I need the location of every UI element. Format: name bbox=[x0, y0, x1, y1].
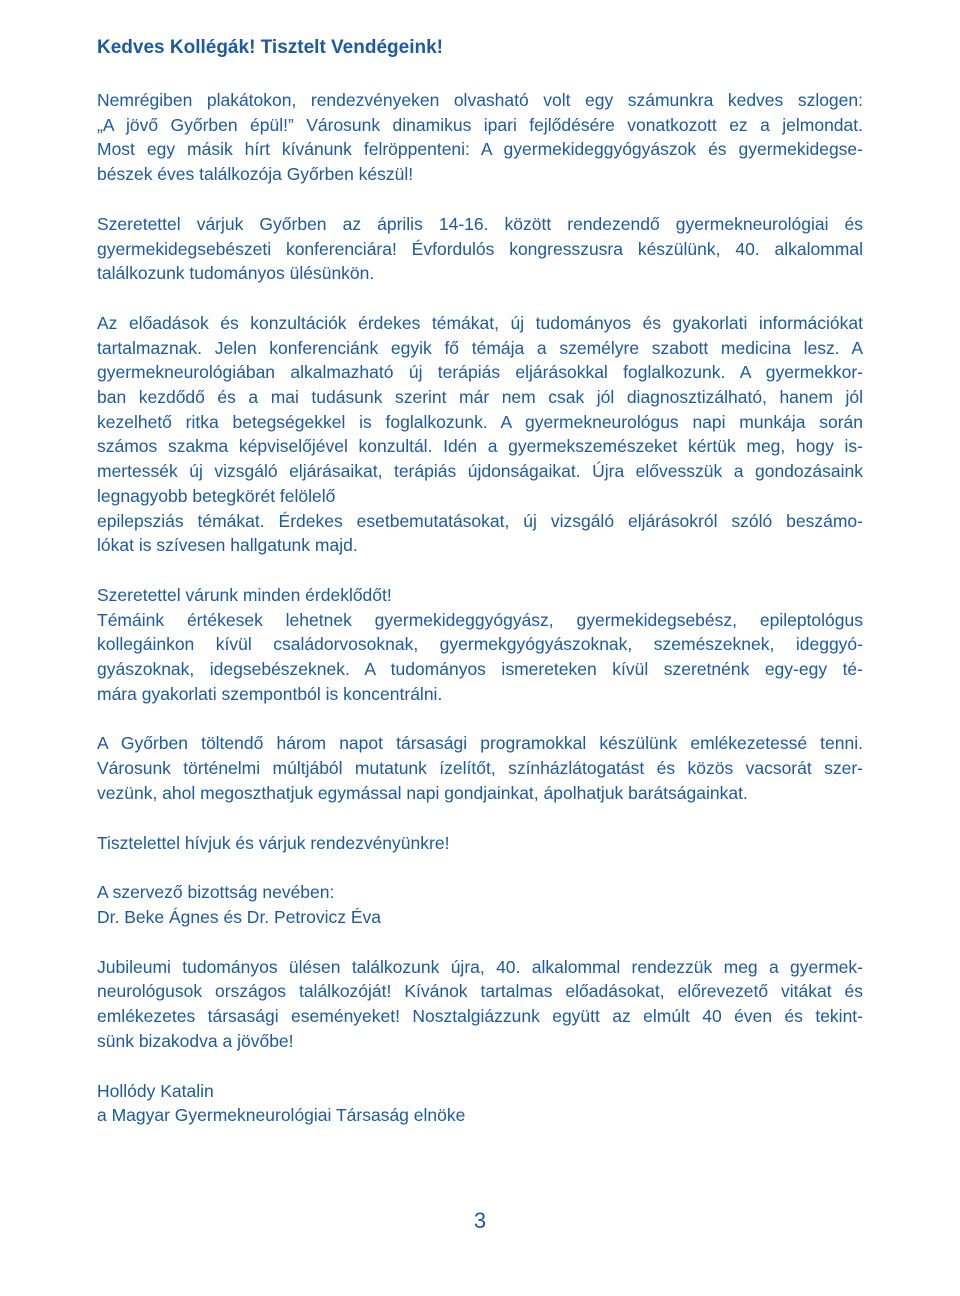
text-line: gyermekidegsebészeti konferenciára! Évfordulós kongresszusra készülünk, 40. alkalommal bbox=[97, 238, 863, 259]
text-line: mára gyakorlati szempontból is koncentrálni. bbox=[97, 683, 443, 704]
letter-body bbox=[97, 88, 863, 1128]
text-line: epilepsziás témákat. Érdekes esetbemutatásokat, új vizsgáló eljárásokról szóló beszámo- bbox=[97, 510, 863, 531]
text-line: emlékezetes társasági eseményeket! Nosztalgiázzunk együtt az elmúlt 40 éven és tekint- bbox=[97, 1006, 863, 1027]
paragraph bbox=[97, 311, 863, 558]
text-line: legnagyobb betegkörét felölelő bbox=[97, 485, 336, 506]
text-line: bészek éves találkozója Győrben készül! bbox=[97, 164, 414, 185]
paragraph bbox=[97, 731, 863, 805]
text-line: találkozunk tudományos ülésünkön. bbox=[97, 263, 375, 284]
text-line: kezelhető ritka betegségekkel is foglalkozunk. A gyermekneurológus napi munkája során bbox=[97, 411, 863, 432]
text-line: Most egy másik hírt kívánunk felröppenteni: A gyermekideggyógyászok és gyermekidegse- bbox=[97, 139, 863, 160]
paragraph bbox=[97, 955, 863, 1054]
paragraph bbox=[97, 831, 863, 856]
text-line: Dr. Beke Ágnes és Dr. Petrovicz Éva bbox=[97, 906, 382, 927]
text-line: számos szakma képviselőjével konzultál. Idén a gyermekszemészeket kértük meg, hogy is- bbox=[97, 436, 863, 457]
text-line: A Győrben töltendő három napot társasági programokkal készülünk emlékezetessé tenni. bbox=[97, 733, 863, 754]
text-line: a Magyar Gyermekneurológiai Társaság elnöke bbox=[97, 1105, 466, 1126]
paragraph bbox=[97, 88, 863, 187]
text-line: tartalmaznak. Jelen konferenciánk egyik fő témája a személyre szabott medicina lesz. A bbox=[97, 337, 863, 358]
text-line: ban kezdődő és a mai tudásunk szerint már nem csak jól diagnosztizálható, hanem jól bbox=[97, 387, 863, 408]
text-line: sünk bizakodva a jövőbe! bbox=[97, 1030, 294, 1051]
text-line: Témáink értékesek lehetnek gyermekideggyógyász, gyermekidegsebész, epileptológus bbox=[97, 609, 863, 630]
text-line: A szervező bizottság nevében: bbox=[97, 882, 335, 903]
text-line: kollegáinkon kívül családorvosoknak, gyermekgyógyászoknak, szemészeknek, ideggyó- bbox=[97, 634, 863, 655]
text-line: gyermekneurológiában alkalmazható új terápiás eljárásokkal foglalkozunk. A gyermekkor- bbox=[97, 362, 863, 383]
page-number: 3 bbox=[473, 1208, 487, 1233]
text-line: Szeretettel várunk minden érdeklődőt! bbox=[97, 584, 392, 605]
text-line: Szeretettel várjuk Győrben az április 14-16. között rendezendő gyermekneurológiai és bbox=[97, 213, 863, 234]
paragraph bbox=[97, 212, 863, 286]
text-line: Nemrégiben plakátokon, rendezvényeken olvasható volt egy számunkra kedves szlogen: bbox=[97, 90, 863, 110]
letter-page bbox=[97, 36, 863, 1153]
text-line: Városunk történelmi múltjából mutatunk ízelítőt, színházlátogatást és közös vacsorát szer- bbox=[97, 758, 863, 779]
text-line: vezünk, ahol megoszthatjuk egymással napi gondjainkat, ápolhatjuk barátságainkat. bbox=[97, 782, 748, 803]
text-line: gyászoknak, idegsebészeknek. A tudományos ismereteken kívül szeretnénk egy-egy té- bbox=[97, 659, 863, 680]
paragraph bbox=[97, 880, 863, 929]
text-line: lókat is szívesen hallgatunk majd. bbox=[97, 535, 358, 556]
text-line: neurológusok országos találkozóját! Kívánok tartalmas előadásokat, előrevezető vitákat és bbox=[97, 981, 863, 1002]
text-line: Az előadások és konzultációk érdekes témákat, új tudományos és gyakorlati információkat bbox=[97, 312, 863, 333]
text-line: Jubileumi tudományos ülésen találkozunk újra, 40. alkalommal rendezzük meg a gyermek- bbox=[97, 956, 863, 977]
text-line: „A jövő Győrben épül!” Városunk dinamikus ipari fejlődésére vonatkozott ez a jelmondat. bbox=[97, 114, 863, 135]
letter-heading: Kedves Kollégák! Tisztelt Vendégeink! bbox=[97, 37, 443, 58]
text-line: mertessék új vizsgáló eljárásaikat, terápiás újdonságaikat. Újra elővesszük a gondozásaink bbox=[97, 461, 863, 482]
text-line: Tisztelettel hívjuk és várjuk rendezvényünkre! bbox=[97, 832, 450, 853]
paragraph bbox=[97, 583, 863, 707]
text-line: Hollódy Katalin bbox=[97, 1080, 214, 1101]
paragraph bbox=[97, 1079, 863, 1128]
